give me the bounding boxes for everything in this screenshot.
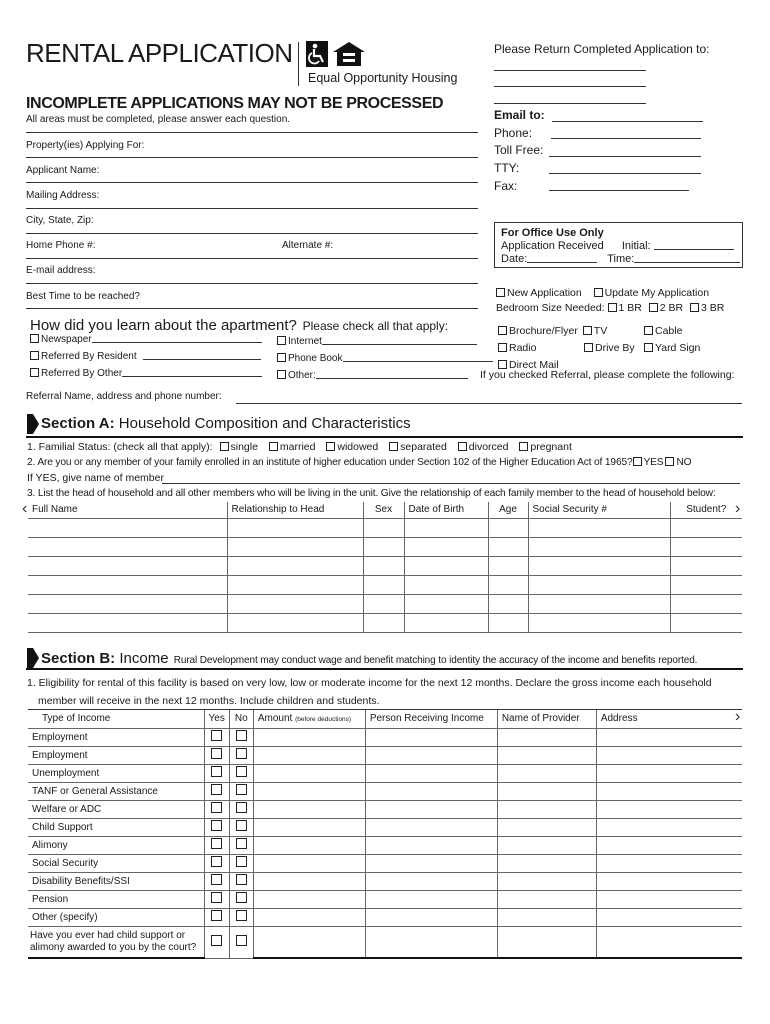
income-no-cell — [229, 908, 253, 926]
header-rule — [26, 132, 478, 133]
pregnant-checkbox[interactable] — [519, 442, 528, 451]
section-b-heading — [41, 650, 697, 667]
accessibility-icon — [306, 41, 328, 70]
income-type-label: Other (specify) — [28, 908, 204, 926]
income-yes-cell — [204, 818, 229, 836]
income-yes-checkbox[interactable] — [211, 856, 222, 867]
income-no-cell — [229, 800, 253, 818]
br2-label: 2 BR — [659, 302, 684, 314]
phone-field[interactable] — [551, 138, 701, 139]
income-person-cell[interactable] — [365, 818, 497, 836]
income-no-checkbox[interactable] — [236, 874, 247, 885]
married-label: married — [279, 441, 316, 453]
yard-sign-label: Yard Sign — [655, 342, 701, 354]
col-full-name: Full Name — [28, 502, 227, 518]
eligibility-text-2: member will receive in the next 12 months. Include children and students. — [38, 695, 380, 707]
direct-mail-checkbox[interactable] — [498, 360, 507, 369]
income-provider-cell[interactable] — [497, 782, 596, 800]
income-no-cell — [229, 728, 253, 746]
income-yes-checkbox[interactable] — [211, 766, 222, 777]
household-row[interactable] — [28, 613, 742, 632]
income-yes-cell — [204, 782, 229, 800]
applicant-name-field[interactable] — [26, 182, 478, 183]
if-yes-row — [27, 472, 164, 484]
radio-checkbox[interactable] — [498, 343, 507, 352]
income-no-cell — [229, 746, 253, 764]
higher-ed-yes-label: YES — [643, 457, 664, 468]
direct-mail-label: Direct Mail — [509, 359, 559, 371]
phonebook-option — [277, 352, 493, 364]
tty-field[interactable] — [549, 173, 701, 174]
income-provider-cell[interactable] — [497, 854, 596, 872]
section-a-flag-icon — [27, 414, 33, 434]
income-yes-cell — [204, 728, 229, 746]
income-provider-cell[interactable] — [497, 800, 596, 818]
internet-option — [277, 335, 477, 347]
other-referral-option — [30, 367, 262, 379]
income-row[interactable] — [28, 836, 742, 854]
income-row[interactable] — [28, 854, 742, 872]
income-type-label: Disability Benefits/SSI — [28, 872, 204, 890]
section-a-label: Section A: — [41, 415, 115, 432]
city-state-zip-field[interactable] — [26, 233, 478, 234]
learn-question: How did you learn about the apartment? — [30, 317, 297, 334]
city-state-zip-label: City, State, Zip: — [26, 215, 94, 226]
newspaper-option — [30, 333, 262, 345]
income-no-checkbox[interactable] — [236, 748, 247, 759]
income-person-cell[interactable] — [365, 764, 497, 782]
income-no-cell — [229, 782, 253, 800]
phone-numbers-field[interactable] — [26, 258, 478, 259]
fax-field[interactable] — [549, 190, 689, 191]
application-received-row — [501, 240, 734, 253]
income-address-cell[interactable] — [596, 836, 742, 854]
income-no-cell — [229, 872, 253, 890]
household-row[interactable] — [28, 556, 742, 575]
income-no-checkbox[interactable] — [236, 838, 247, 849]
yard-sign-option — [644, 342, 700, 354]
income-address-cell[interactable] — [596, 728, 742, 746]
section-b-divider — [26, 668, 743, 670]
phone-label: Phone: — [494, 126, 533, 140]
income-person-cell[interactable] — [365, 746, 497, 764]
phonebook-field[interactable] — [343, 352, 493, 362]
update-application-label: Update My Application — [604, 287, 710, 299]
household-row[interactable] — [28, 518, 742, 537]
pregnant-label: pregnant — [530, 441, 572, 453]
update-application-checkbox[interactable] — [594, 288, 603, 297]
equal-housing-icon — [332, 41, 366, 70]
income-person-cell[interactable] — [365, 890, 497, 908]
driveby-option — [584, 342, 635, 354]
email-label: Email to: — [494, 108, 545, 122]
alternate-phone-label: Alternate #: — [282, 240, 334, 251]
income-person-cell[interactable] — [365, 908, 497, 926]
title-divider — [298, 42, 299, 86]
tollfree-label: Toll Free: — [494, 143, 544, 157]
income-no-checkbox[interactable] — [236, 802, 247, 813]
higher-ed-question — [27, 457, 691, 468]
tty-label: TTY: — [494, 161, 520, 175]
col-type-of-income: Type of Income — [28, 710, 204, 728]
return-line-2[interactable] — [494, 86, 646, 87]
income-amount-cell[interactable] — [253, 746, 365, 764]
referral-note: If you checked Referral, please complete the following: — [480, 369, 735, 381]
income-no-checkbox[interactable] — [236, 730, 247, 741]
email-address-field[interactable] — [26, 283, 478, 284]
income-amount-cell[interactable] — [253, 854, 365, 872]
income-address-cell[interactable] — [596, 800, 742, 818]
court-award-line-1: Have you ever had child support or — [30, 929, 186, 941]
income-address-cell[interactable] — [596, 818, 742, 836]
income-amount-cell[interactable] — [253, 728, 365, 746]
brochure-option — [498, 325, 607, 337]
col-person: Person Receiving Income — [365, 710, 497, 728]
application-received-label: Application Received — [501, 240, 604, 252]
income-type-label: TANF or General Assistance — [28, 782, 204, 800]
other-checkbox[interactable] — [277, 370, 286, 379]
form-title: RENTAL APPLICATION — [26, 38, 293, 68]
income-amount-cell[interactable] — [253, 764, 365, 782]
property-field[interactable] — [26, 157, 478, 158]
driveby-label: Drive By — [595, 342, 635, 354]
income-no-cell — [229, 836, 253, 854]
income-yes-checkbox[interactable] — [211, 838, 222, 849]
single-label: single — [230, 441, 258, 453]
section-b-note: Rural Development may conduct wage and benefit matching to identity the accuracy of the income and benefits reported. — [173, 655, 698, 666]
return-heading: Please Return Completed Application to: — [494, 42, 710, 56]
court-award-line-2: alimony awarded to you by the court? — [30, 941, 197, 953]
income-amount-cell[interactable] — [253, 908, 365, 926]
income-no-cell — [229, 854, 253, 872]
mailing-address-field[interactable] — [26, 208, 478, 209]
income-amount-cell[interactable] — [253, 800, 365, 818]
newspaper-field[interactable] — [92, 333, 262, 343]
date-time-row — [501, 253, 740, 266]
familial-status-label: 1. Familial Status: (check all that apply): — [27, 441, 213, 453]
resident-checkbox[interactable] — [30, 351, 39, 360]
income-address-cell[interactable] — [596, 854, 742, 872]
income-table — [28, 710, 742, 959]
single-checkbox[interactable] — [220, 442, 229, 451]
br2-checkbox[interactable] — [649, 303, 658, 312]
br1-label: 1 BR — [618, 302, 642, 314]
income-yes-checkbox[interactable] — [211, 730, 222, 741]
income-yes-cell — [204, 800, 229, 818]
bedroom-size-label: Bedroom Size Needed: — [496, 302, 605, 314]
br3-label: 3 BR — [701, 302, 725, 314]
email-address-label: E-mail address: — [26, 265, 96, 276]
income-no-checkbox[interactable] — [236, 766, 247, 777]
household-row[interactable] — [28, 594, 742, 613]
income-yes-cell — [204, 908, 229, 926]
bedroom-size-row — [496, 302, 724, 314]
col-relationship: Relationship to Head — [227, 502, 363, 518]
income-row[interactable] — [28, 908, 742, 926]
income-no-checkbox[interactable] — [236, 820, 247, 831]
return-line-3[interactable] — [494, 103, 646, 104]
income-no-checkbox[interactable] — [236, 892, 247, 903]
other-referral-field[interactable] — [122, 367, 262, 377]
income-yes-cell — [204, 890, 229, 908]
income-yes-cell — [204, 764, 229, 782]
mailing-address-label: Mailing Address: — [26, 190, 100, 201]
section-a-title: Household Composition and Characteristics — [118, 415, 411, 432]
tollfree-field[interactable] — [549, 156, 701, 157]
household-table — [28, 502, 742, 633]
newspaper-checkbox[interactable] — [30, 334, 39, 343]
referral-line-label: Referral Name, address and phone number: — [26, 391, 222, 402]
income-address-cell[interactable] — [596, 764, 742, 782]
court-award-no-checkbox[interactable] — [236, 935, 247, 946]
income-amount-cell[interactable] — [253, 782, 365, 800]
income-yes-cell — [204, 836, 229, 854]
home-phone-label: Home Phone #: — [26, 240, 96, 251]
divorced-checkbox[interactable] — [458, 442, 467, 451]
income-row[interactable] — [28, 890, 742, 908]
internet-field[interactable] — [322, 335, 477, 345]
tv-label: TV — [593, 325, 608, 337]
familial-status-row — [27, 441, 572, 453]
property-label: Property(ies) Applying For: — [26, 140, 145, 151]
learn-subheading: Please check all that apply: — [302, 319, 449, 333]
other-label: Other: — [288, 370, 316, 381]
court-award-provider-cell[interactable] — [497, 926, 596, 958]
if-yes-field[interactable] — [162, 483, 740, 484]
income-type-label: Alimony — [28, 836, 204, 854]
income-no-checkbox[interactable] — [236, 784, 247, 795]
best-time-label: Best Time to be reached? — [26, 291, 140, 302]
cable-option — [644, 325, 682, 337]
income-type-label: Employment — [28, 746, 204, 764]
household-row[interactable] — [28, 537, 742, 556]
col-sex: Sex — [363, 502, 404, 518]
married-checkbox[interactable] — [269, 442, 278, 451]
br3-checkbox[interactable] — [690, 303, 699, 312]
brochure-label: Brochure/Flyer — [509, 325, 578, 337]
income-person-cell[interactable] — [365, 854, 497, 872]
other-referral-label: Referred By Other — [41, 368, 123, 379]
col-dob: Date of Birth — [404, 502, 488, 518]
date-label: Date: — [501, 253, 528, 265]
new-application-checkbox[interactable] — [496, 288, 505, 297]
income-type-label: Welfare or ADC — [28, 800, 204, 818]
income-row[interactable] — [28, 728, 742, 746]
resident-label: Referred By Resident — [41, 351, 137, 362]
col-provider: Name of Provider — [497, 710, 596, 728]
income-row[interactable] — [28, 818, 742, 836]
income-no-cell — [229, 890, 253, 908]
instructions-text: All areas must be completed, please answer each question. — [26, 114, 291, 125]
income-address-cell[interactable] — [596, 890, 742, 908]
other-option — [277, 369, 468, 381]
income-address-cell[interactable] — [596, 782, 742, 800]
phonebook-label: Phone Book — [288, 353, 343, 364]
income-yes-checkbox[interactable] — [211, 892, 222, 903]
return-line-1[interactable] — [494, 70, 646, 71]
income-no-checkbox[interactable] — [236, 910, 247, 921]
office-use-box — [494, 222, 743, 268]
income-address-cell[interactable] — [596, 872, 742, 890]
radio-option — [498, 342, 536, 354]
income-yes-cell — [204, 854, 229, 872]
household-table-header — [28, 502, 742, 518]
eligibility-text-1: 1. Eligibility for rental of this facility is based on very low, low or moderate income for the next 12 months. Declare the gross income each household — [27, 677, 712, 689]
income-address-cell[interactable] — [596, 908, 742, 926]
referral-field[interactable] — [236, 403, 742, 404]
income-provider-cell[interactable] — [497, 908, 596, 926]
income-row[interactable] — [28, 872, 742, 890]
income-person-cell[interactable] — [365, 728, 497, 746]
income-type-label: Social Security — [28, 854, 204, 872]
newspaper-label: Newspaper — [41, 334, 92, 345]
office-use-title: For Office Use Only — [501, 227, 604, 239]
income-yes-cell — [204, 872, 229, 890]
other-field[interactable] — [316, 369, 468, 379]
table-a-right-chevron-icon: › — [735, 500, 741, 517]
income-amount-cell[interactable] — [253, 890, 365, 908]
table-a-left-chevron-icon: ‹ — [22, 500, 28, 517]
income-yes-checkbox[interactable] — [211, 910, 222, 921]
income-person-cell[interactable] — [365, 800, 497, 818]
phonebook-checkbox[interactable] — [277, 353, 286, 362]
court-award-yes-checkbox[interactable] — [211, 935, 222, 946]
col-yes: Yes — [204, 710, 229, 728]
income-provider-cell[interactable] — [497, 872, 596, 890]
new-application-label: New Application — [507, 287, 582, 299]
separated-label: separated — [400, 441, 447, 453]
col-amount-note: (before deductions) — [295, 716, 352, 724]
initial-field[interactable] — [654, 240, 734, 250]
court-award-amount-cell[interactable] — [253, 926, 365, 958]
income-amount-cell[interactable] — [253, 872, 365, 890]
income-address-cell[interactable] — [596, 746, 742, 764]
time-field[interactable] — [634, 253, 740, 263]
income-row[interactable] — [28, 764, 742, 782]
income-yes-checkbox[interactable] — [211, 784, 222, 795]
income-provider-cell[interactable] — [497, 728, 596, 746]
court-award-no-cell — [229, 926, 253, 958]
separated-checkbox[interactable] — [389, 442, 398, 451]
income-yes-checkbox[interactable] — [211, 748, 222, 759]
date-field[interactable] — [527, 253, 597, 263]
income-type-label: Child Support — [28, 818, 204, 836]
learn-heading — [30, 317, 448, 334]
higher-ed-text: 2. Are you or any member of your family enrolled in an institute of higher education under Section 102 of the Higher Education Act of 1965? — [27, 457, 633, 468]
income-person-cell[interactable] — [365, 836, 497, 854]
cable-checkbox[interactable] — [644, 326, 653, 335]
col-amount — [253, 710, 365, 728]
income-row[interactable] — [28, 782, 742, 800]
divorced-label: divorced — [468, 441, 509, 453]
col-student: Student? — [670, 502, 742, 518]
court-award-label — [28, 926, 204, 958]
income-provider-cell[interactable] — [497, 746, 596, 764]
income-provider-cell[interactable] — [497, 818, 596, 836]
income-table-header — [28, 710, 742, 728]
best-time-field[interactable] — [26, 308, 478, 309]
household-members-instruction: 3. List the head of household and all other members who will be living in the unit. Give the relationship of each family member to the head of household below: — [27, 488, 716, 499]
br1-checkbox[interactable] — [608, 303, 617, 312]
income-yes-checkbox[interactable] — [211, 820, 222, 831]
income-yes-checkbox[interactable] — [211, 802, 222, 813]
section-b-label: Section B: — [41, 650, 116, 667]
resident-field[interactable] — [143, 350, 261, 360]
cable-label: Cable — [655, 325, 683, 337]
if-yes-label: If YES, give name of member — [27, 472, 164, 484]
tv-checkbox[interactable] — [583, 326, 592, 335]
income-amount-cell[interactable] — [253, 836, 365, 854]
household-row[interactable] — [28, 575, 742, 594]
income-amount-cell[interactable] — [253, 818, 365, 836]
radio-label: Radio — [509, 342, 537, 354]
time-label: Time: — [607, 253, 635, 265]
income-person-cell[interactable] — [365, 782, 497, 800]
other-referral-checkbox[interactable] — [30, 368, 39, 377]
section-a-heading — [41, 415, 411, 432]
widowed-label: widowed — [337, 441, 379, 453]
internet-checkbox[interactable] — [277, 336, 286, 345]
initial-label: Initial: — [621, 240, 651, 252]
yard-sign-checkbox[interactable] — [644, 343, 653, 352]
brochure-checkbox[interactable] — [498, 326, 507, 335]
section-b-title: Income — [119, 650, 169, 667]
court-award-person-cell[interactable] — [365, 926, 497, 958]
col-age: Age — [488, 502, 528, 518]
income-provider-cell[interactable] — [497, 890, 596, 908]
incomplete-warning: INCOMPLETE APPLICATIONS MAY NOT BE PROCESSED — [26, 95, 444, 112]
application-type-row — [496, 287, 709, 299]
section-a-divider — [26, 436, 743, 438]
income-type-label: Employment — [28, 728, 204, 746]
fax-label: Fax: — [494, 179, 518, 193]
section-b-flag-icon — [27, 648, 33, 668]
income-no-cell — [229, 818, 253, 836]
col-address: Address — [596, 710, 742, 728]
income-yes-cell — [204, 746, 229, 764]
equal-opportunity-label: Equal Opportunity Housing — [308, 71, 458, 85]
income-no-checkbox[interactable] — [236, 856, 247, 867]
email-to-field[interactable] — [552, 121, 703, 122]
table-b-right-chevron-icon: › — [735, 708, 741, 725]
income-provider-cell[interactable] — [497, 764, 596, 782]
col-no: No — [229, 710, 253, 728]
widowed-checkbox[interactable] — [326, 442, 335, 451]
income-row[interactable] — [28, 800, 742, 818]
income-person-cell[interactable] — [365, 872, 497, 890]
income-row[interactable] — [28, 746, 742, 764]
higher-ed-yes-checkbox[interactable] — [633, 457, 642, 466]
income-no-cell — [229, 764, 253, 782]
court-award-address-cell[interactable] — [596, 926, 742, 958]
internet-label: Internet — [288, 336, 322, 347]
driveby-checkbox[interactable] — [584, 343, 593, 352]
income-yes-checkbox[interactable] — [211, 874, 222, 885]
resident-option — [30, 350, 261, 362]
higher-ed-no-checkbox[interactable] — [665, 457, 674, 466]
col-ssn: Social Security # — [528, 502, 670, 518]
income-type-label: Pension — [28, 890, 204, 908]
court-award-row[interactable] — [28, 926, 742, 958]
higher-ed-no-label: NO — [676, 457, 692, 468]
applicant-name-label: Applicant Name: — [26, 165, 100, 176]
court-award-yes-cell — [204, 926, 229, 958]
income-type-label: Unemployment — [28, 764, 204, 782]
income-provider-cell[interactable] — [497, 836, 596, 854]
col-amount-label: Amount — [257, 713, 293, 725]
